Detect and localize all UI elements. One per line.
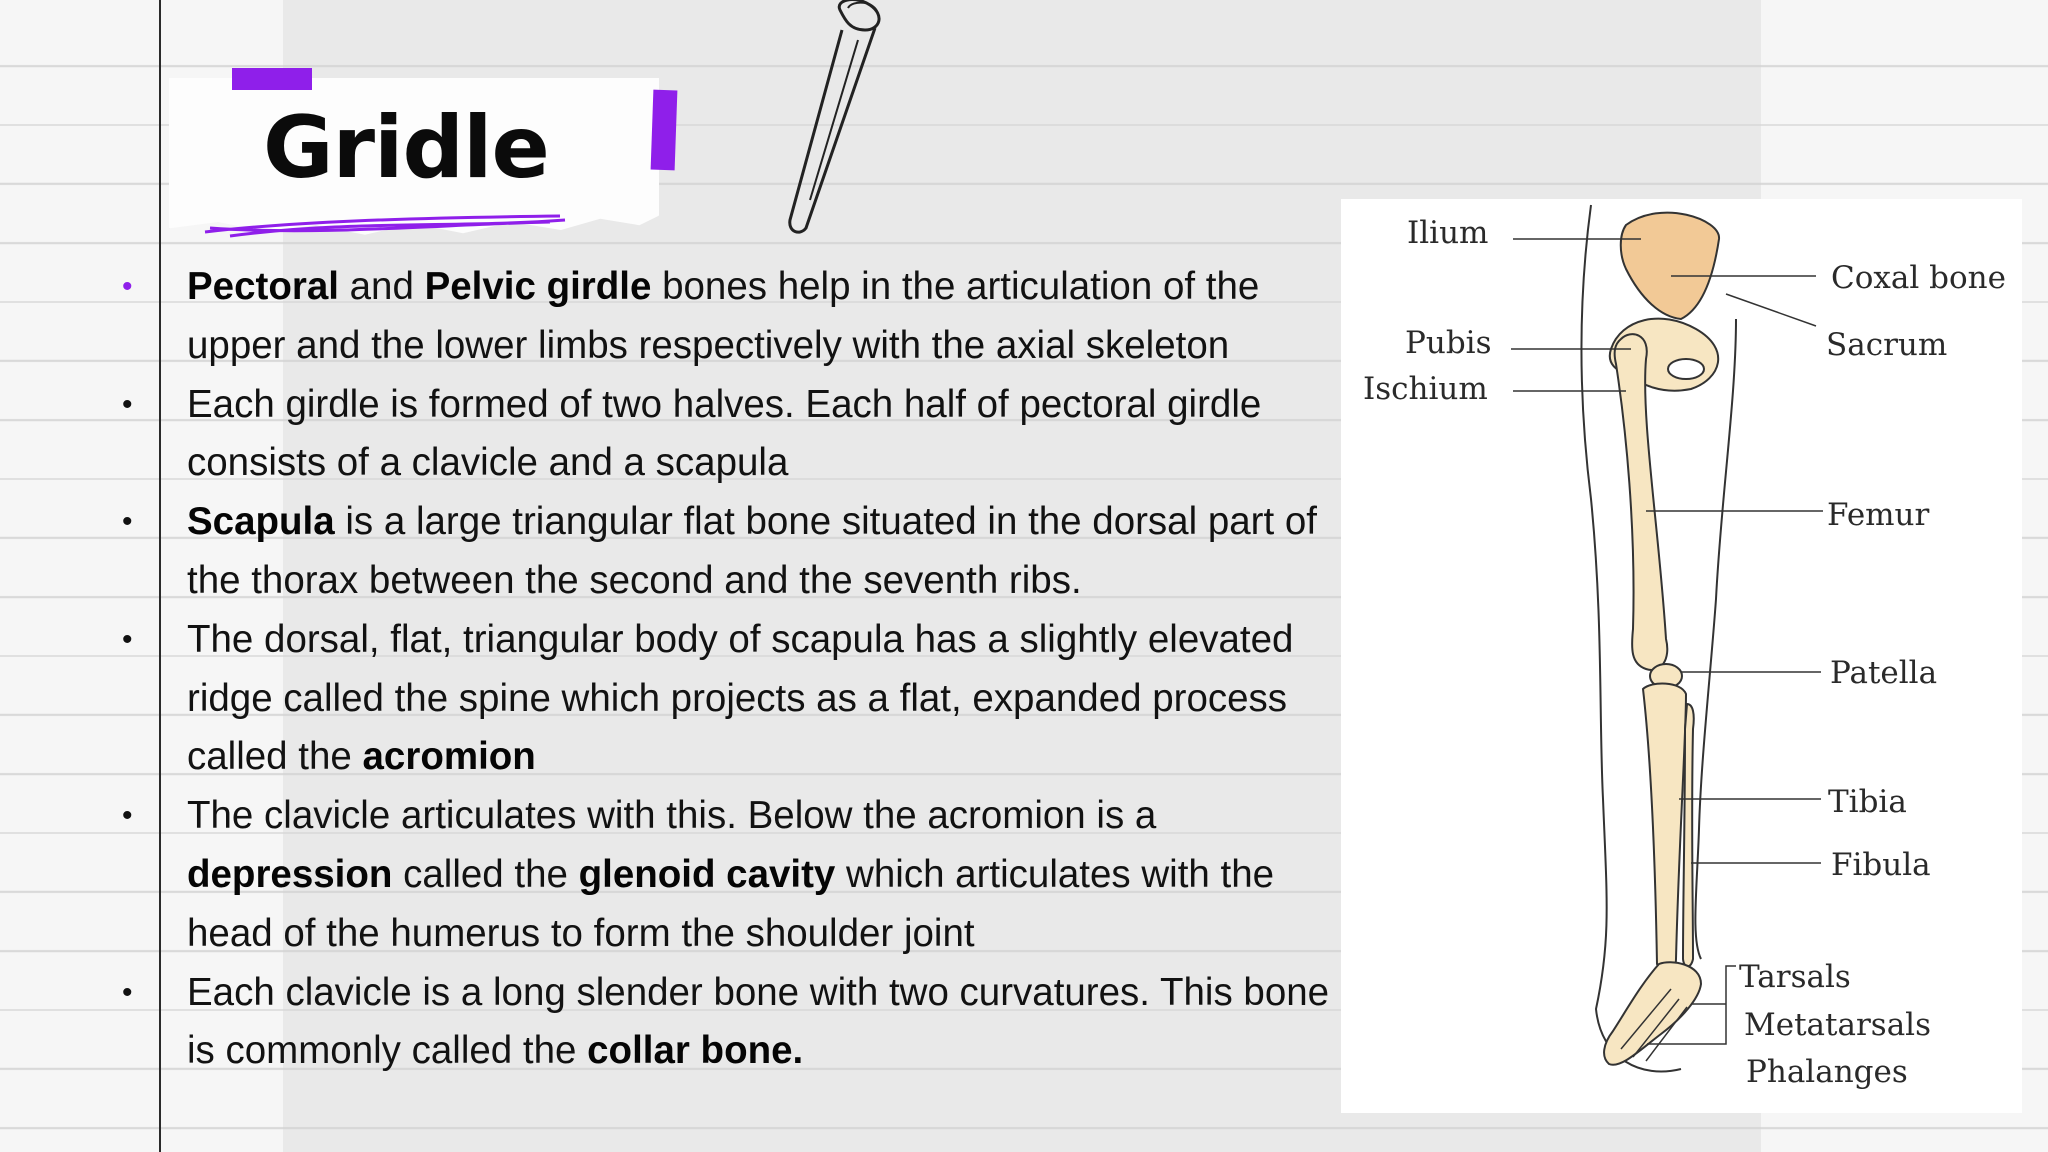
leg-skeleton-diagram: [1341, 199, 2022, 1113]
label-coxal-bone: Coxal bone: [1831, 260, 2006, 296]
label-phalanges: Phalanges: [1746, 1054, 1908, 1090]
tape-strip-right: [651, 90, 678, 171]
label-ilium: Ilium: [1407, 215, 1489, 251]
bullet-item: [120, 258, 1350, 376]
bullet-text: The clavicle articulates with this. Below the acromion is a: [187, 794, 1157, 838]
bold-term: Pectoral: [187, 265, 339, 308]
bold-term: Scapula: [187, 500, 335, 544]
bold-term: glenoid cavity: [578, 852, 836, 896]
label-sacrum: Sacrum: [1826, 327, 1948, 363]
bullet-text: is a large triangular flat bone situated in the dorsal part of the thorax between the second and the seventh ribs.: [187, 500, 1317, 602]
bullet-marker: •: [122, 387, 133, 421]
bullet-text: Each clavicle is a long slender bone with two curvatures. This bone is commonly called the: [187, 970, 1330, 1073]
bullet-text: called the: [392, 852, 579, 896]
tape-strip-left: [232, 68, 312, 90]
bullet-marker: •: [122, 799, 133, 833]
underline-scribble: [200, 210, 570, 240]
bullet-list: [120, 258, 1350, 1081]
label-ischium: Ischium: [1363, 371, 1488, 407]
label-tibia: Tibia: [1828, 784, 1907, 820]
bullet-item: [120, 787, 1350, 963]
slide-title: Gridle: [263, 98, 549, 198]
label-femur: Femur: [1827, 497, 1930, 533]
leg-skeleton-figure: [1341, 199, 2022, 1113]
label-patella: Patella: [1830, 655, 1938, 691]
bold-term: collar bone.: [587, 1029, 804, 1073]
bullet-text: The dorsal, flat, triangular body of scapula has a slightly elevated ridge called the spine which projects as a flat, expanded process called the: [187, 617, 1294, 779]
bold-term: Pelvic girdle: [424, 265, 652, 308]
label-fibula: Fibula: [1831, 847, 1931, 883]
bullet-marker: •: [122, 975, 133, 1009]
bullet-item: [120, 611, 1350, 787]
bold-term: acromion: [362, 735, 536, 779]
bold-term: depression: [187, 852, 393, 896]
bullet-text: which articulates with the head of the humerus to form the shoulder joint: [187, 852, 1275, 955]
bullet-item: [120, 376, 1350, 494]
bullet-item: [120, 493, 1350, 611]
bullet-text: bones help in the articulation of the upper and the lower limbs respectively with the axial skeleton: [187, 265, 1260, 367]
bullet-marker: •: [122, 505, 133, 539]
bullet-text: and: [338, 265, 425, 308]
label-metatarsals: Metatarsals: [1744, 1007, 1931, 1043]
bullet-marker: •: [122, 622, 133, 656]
bullet-text: Each girdle is formed of two halves. Each half of pectoral girdle consists of a clavicle and a scapula: [187, 382, 1262, 485]
bullet-item: [120, 964, 1350, 1082]
label-pubis: Pubis: [1405, 325, 1492, 361]
bone-sketch-icon: [780, 0, 940, 240]
label-tarsals: Tarsals: [1739, 959, 1851, 995]
bullet-marker: •: [122, 270, 133, 303]
